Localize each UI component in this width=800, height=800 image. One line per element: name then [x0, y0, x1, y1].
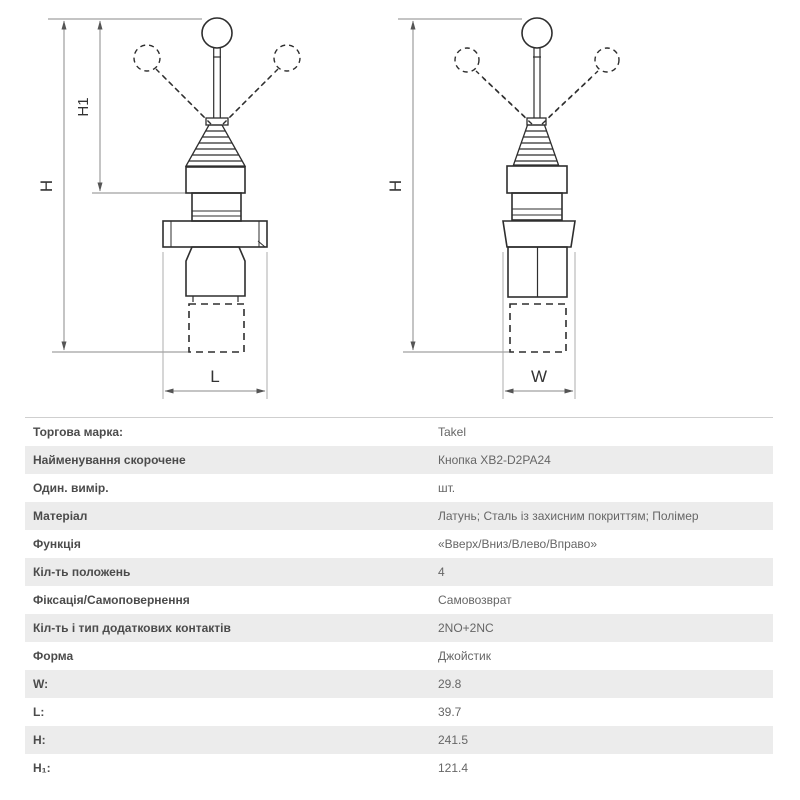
spec-label: W: [33, 677, 49, 691]
upper-housing-block [186, 167, 245, 193]
spec-row-unit [25, 474, 773, 502]
spec-value: 241.5 [438, 733, 469, 747]
spec-label: L: [33, 705, 45, 719]
left-H1-dimension-label: H1 [75, 97, 92, 117]
spec-label: Торгова марка: [33, 425, 124, 439]
spec-row-trade-mark [25, 418, 773, 446]
spec-value: 29.8 [438, 677, 462, 691]
spec-label: Фіксація/Самоповернення [33, 593, 190, 607]
left-L-dimension-label: L [210, 367, 220, 386]
knob-ball [202, 18, 232, 48]
lever-stem [213, 48, 221, 118]
spec-value: 121.4 [438, 761, 469, 775]
switch-body [508, 247, 567, 297]
spec-label: Матеріал [33, 509, 88, 523]
spec-value: 39.7 [438, 705, 462, 719]
dimension-lines [48, 19, 575, 399]
spec-row-dim-h [25, 726, 773, 754]
spec-row-dim-w [25, 670, 773, 698]
spec-value: 2NO+2NC [438, 621, 494, 635]
spec-value: Джойстик [438, 649, 491, 663]
spec-label: Один. вимір. [33, 481, 109, 495]
spec-label: Найменування скорочене [33, 453, 186, 467]
contact-block-dashed [189, 304, 244, 352]
spec-label: Кіл-ть і тип додаткових контактів [33, 621, 231, 635]
switch-body [186, 247, 245, 302]
rubber-bellows [514, 118, 559, 165]
left-joystick-drawing [134, 18, 300, 352]
spec-row-short-name [25, 446, 773, 474]
spec-row-return-type [25, 586, 773, 614]
spec-row-dim-l [25, 698, 773, 726]
spec-value: шт. [438, 481, 456, 495]
spec-value: Латунь; Сталь із захисним покриттям; Полімер [438, 509, 699, 523]
spec-row-function [25, 530, 773, 558]
contact-block-dashed [510, 304, 566, 352]
spec-label: Форма [33, 649, 74, 663]
rubber-bellows [186, 118, 245, 166]
spec-row-contacts [25, 614, 773, 642]
spec-row-shape [25, 642, 773, 670]
threaded-neck [192, 193, 241, 221]
mounting-flange [503, 221, 575, 247]
spec-label: Функція [33, 537, 81, 551]
left-H-dimension-label: H [37, 179, 56, 193]
spec-label: H₁: [33, 761, 51, 775]
tilted-knob-right [274, 45, 300, 71]
spec-value: «Вверх/Вниз/Влево/Вправо» [438, 537, 597, 551]
spec-row-dim-h1 [25, 754, 773, 782]
knob-ball [522, 18, 552, 48]
right-W-dimension-label: W [530, 367, 548, 386]
spec-label: H: [33, 733, 46, 747]
tilted-knob-left [134, 45, 160, 71]
spec-row-positions [25, 558, 773, 586]
spec-table [25, 417, 773, 782]
right-joystick-drawing [455, 18, 619, 352]
spec-label: Кіл-ть положень [33, 565, 131, 579]
tilted-lever-positions [455, 48, 619, 124]
tilted-knob-right [595, 48, 619, 72]
tilted-knob-left [455, 48, 479, 72]
spec-value: Takel [438, 425, 467, 439]
spec-value: 4 [438, 565, 445, 579]
spec-value: Кнопка XB2-D2PA24 [438, 453, 551, 467]
right-H-dimension-label: H [386, 179, 405, 193]
upper-housing-block [507, 166, 567, 193]
threaded-neck [512, 193, 562, 220]
spec-row-material [25, 502, 773, 530]
mounting-flange [163, 221, 267, 247]
lever-stem [533, 48, 541, 118]
spec-value: Самовозврат [438, 593, 512, 607]
